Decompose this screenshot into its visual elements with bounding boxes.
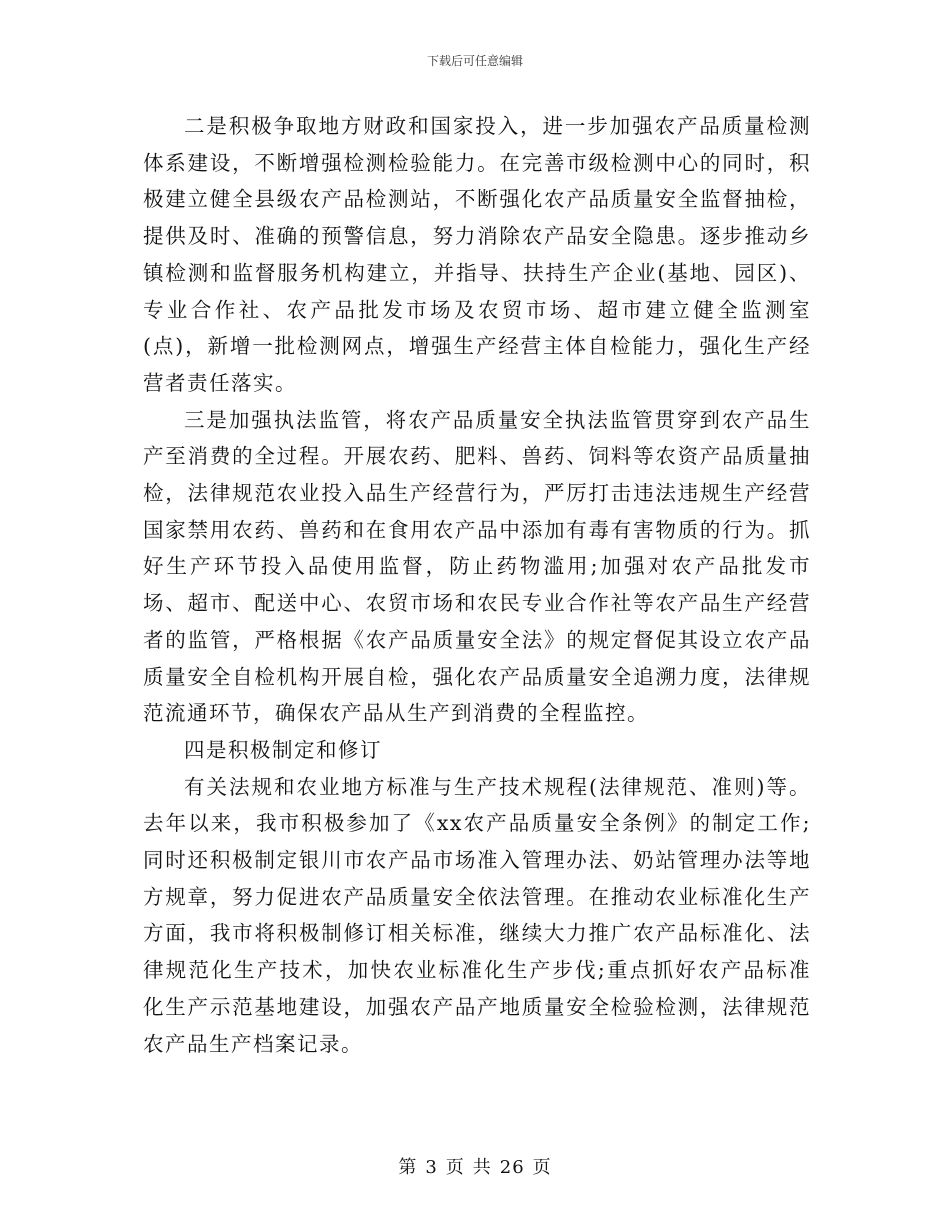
footer-suffix: 页	[532, 1157, 552, 1178]
paragraph-4: 有关法规和农业地方标准与生产技术规程(法律规范、准则)等。去年以来，我市积极参加了《xx农产品质量安全条例》的制定工作;同时还积极制定银川市农产品市场准入管理办法、奶站管理办法等地方规章，努力促进农产品质量安全依法管理。在推动农业标准化生产方面，我市将积极制修订相关标准，继续大力推广农产品标准化、法律规范化生产技术，加快农业标准化生产步伐;重点抓好农产品标准化生产示范基地建设，加强农产品产地质量安全检验检测，法律规范农产品生产档案记录。	[143, 774, 811, 1056]
page-number-footer	[0, 1153, 950, 1179]
document-body	[143, 108, 811, 1062]
paragraph-1: 二是积极争取地方财政和国家投入，进一步加强农产品质量检测体系建设，不断增强检测检验能力。在完善市级检测中心的同时，积极建立健全县级农产品检测站，不断强化农产品质量安全监督抽检，提供及时、准确的预警信息，努力消除农产品安全隐患。逐步推动乡镇检测和监督服务机构建立，并指导、扶持生产企业(基地、园区)、专业合作社、农产品批发市场及农贸市场、超市建立健全监测室(点)，新增一批检测网点，增强生产经营主体自检能力，强化生产经营者责任落实。	[143, 114, 811, 395]
footer-prefix: 第	[398, 1157, 418, 1178]
paragraph-2: 三是加强执法监管，将农产品质量安全执法监管贯穿到农产品生产至消费的全过程。开展农药、肥料、兽药、饲料等农资产品质量抽检，法律规范农业投入品生产经营行为，严厉打击违法违规生产经营国家禁用农药、兽药和在食用农产品中添加有毒有害物质的行为。抓好生产环节投入品使用监督，防止药物滥用;加强对农产品批发市场、超市、配送中心、农贸市场和农民专业合作社等农产品生产经营者的监管，严格根据《农产品质量安全法》的规定督促其设立农产品质量安全自检机构开展自检，强化农产品质量安全追溯力度，法律规范流通环节，确保农产品从生产到消费的全程监控。	[143, 407, 811, 726]
footer-total-prefix: 共	[472, 1157, 492, 1178]
page-header-note: 下载后可任意编辑	[426, 54, 523, 68]
footer-page-word: 页	[445, 1157, 465, 1178]
paragraph-3: 四是积极制定和修订	[184, 737, 382, 762]
footer-current-page: 3	[425, 1157, 438, 1178]
footer-total-pages: 26	[499, 1157, 525, 1178]
